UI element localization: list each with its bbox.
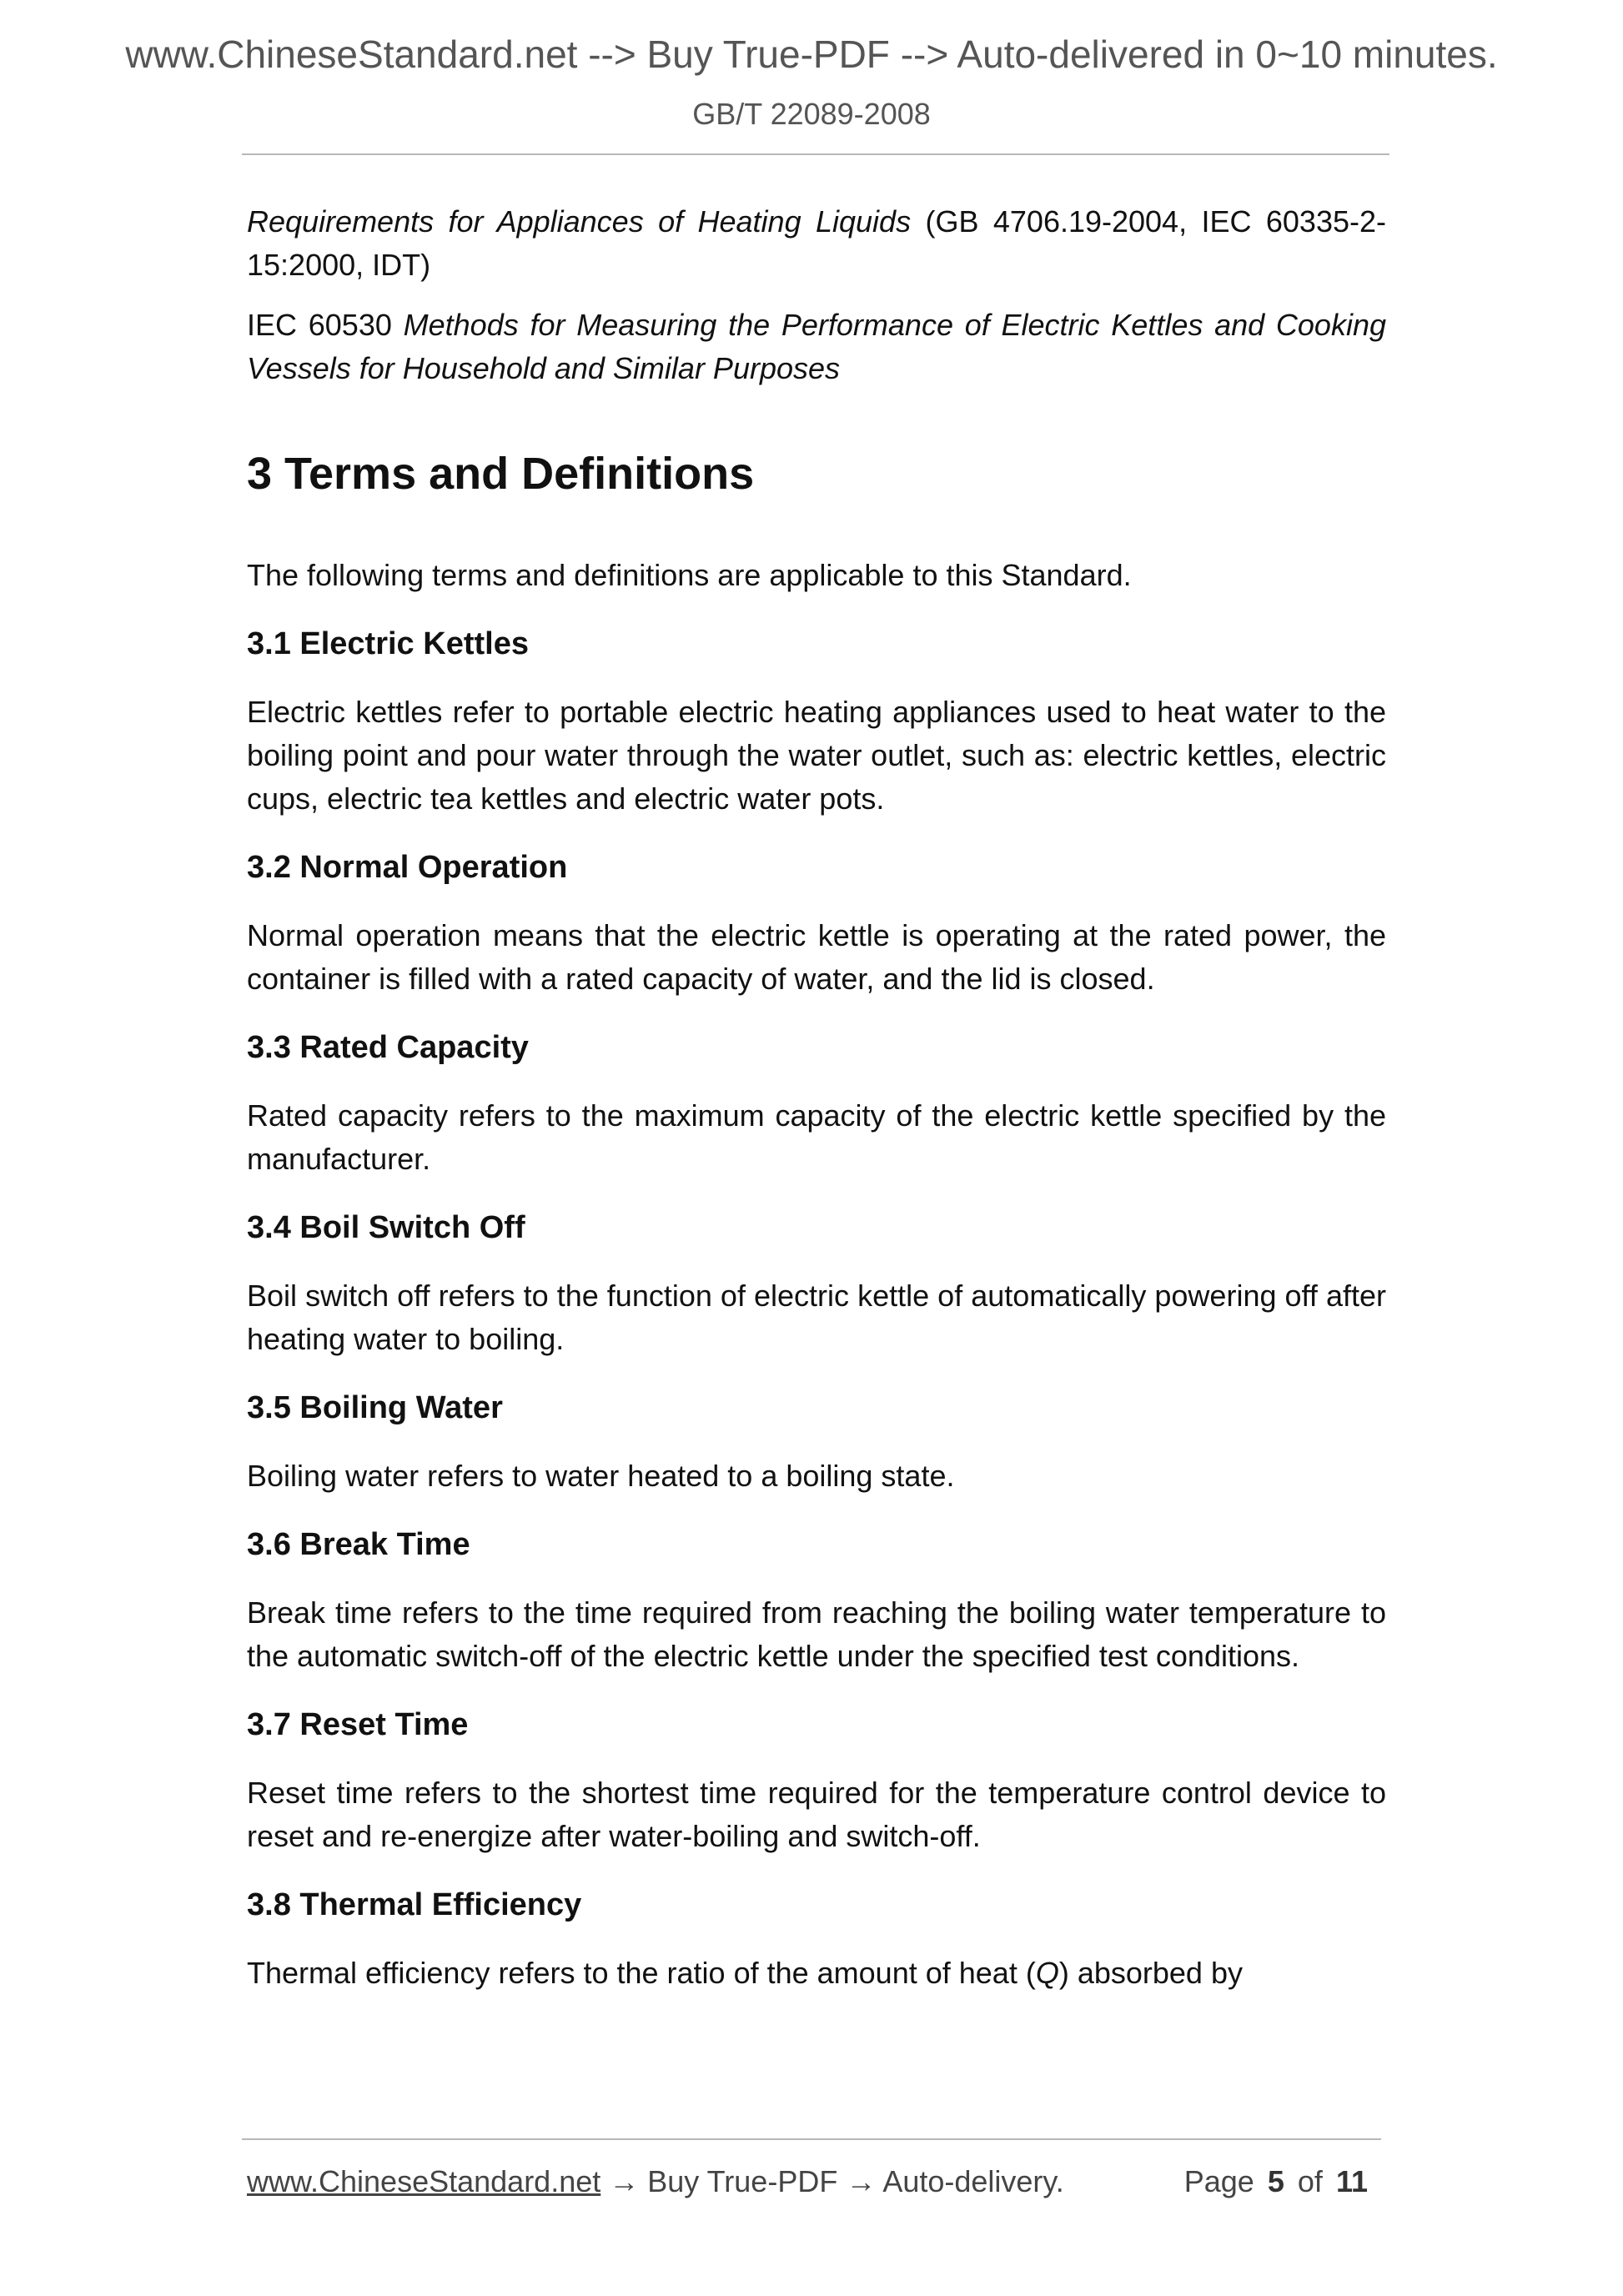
header-divider [242,153,1389,155]
term-definition: Rated capacity refers to the maximum capacity of the electric kettle specified by the manufacturer. [247,1098,1386,1176]
page-of: of [1297,2164,1323,2198]
reference-title: Requirements for Appliances of Heating Liquids [247,204,912,239]
section-intro: The following terms and definitions are applicable to this Standard. [247,558,1132,592]
footer-site-link[interactable]: www.ChineseStandard.net [247,2164,601,2198]
term-definition: Boil switch off refers to the function of electric kettle of automatically powering off after heating water to boiling. [247,1279,1386,1356]
page-indicator [1184,2160,1373,2203]
site-banner: www.ChineseStandard.net --> Buy True-PDF --> Auto-delivered in 0~10 minutes. [125,33,1498,76]
footer-promo-text: → Buy True-PDF → Auto-delivery. [600,2164,1064,2198]
standard-code: GB/T 22089-2008 [692,97,931,131]
term-definition: Normal operation means that the electric kettle is operating at the rated power, the container is filled with a rated capacity of water, and the lid is closed. [247,918,1386,996]
term-definition: Boiling water refers to water heated to a boiling state. [247,1459,955,1493]
page-current: 5 [1267,2164,1284,2198]
term-heading: 3.7 Reset Time [247,1707,469,1742]
term-heading: 3.4 Boil Switch Off [247,1210,525,1245]
footer-divider [242,2138,1381,2140]
section-heading: 3 Terms and Definitions [247,449,755,499]
term-heading: 3.1 Electric Kettles [247,626,529,661]
definition-text: ) absorbed by [1058,1956,1243,1990]
definition-text: Thermal efficiency refers to the ratio of the amount of heat ( [247,1956,1036,1990]
term-definition: Reset time refers to the shortest time required for the temperature control device to reset and re-energize after water-boiling and switch-off. [247,1776,1386,1853]
footer-promo [247,2160,1064,2203]
reference-title: Methods for Measuring the Performance of Electric Kettles and Cooking Vessels for Household and Similar Purposes [247,308,1386,385]
term-definition: Break time refers to the time required from reaching the boiling water temperature to the automatic switch-off of the electric kettle under the specified test conditions. [247,1595,1386,1673]
term-heading: 3.8 Thermal Efficiency [247,1887,582,1922]
page-label: Page [1183,2164,1254,2198]
term-definition [247,1952,1386,1995]
reference-iec60530 [247,304,1386,390]
reference-detail: (GB 4706.19-2004, IEC 60335-2-15:2000, IDT) [247,204,1386,282]
term-definition: Electric kettles refer to portable electric heating appliances used to heat water to the boiling point and pour water through the water outlet, such as: electric kettles, electric cups, electric tea kettles and electric water pots. [247,695,1386,816]
page-total: 11 [1335,2164,1368,2198]
term-heading: 3.6 Break Time [247,1527,470,1562]
term-heading: 3.2 Normal Operation [247,850,568,885]
term-heading: 3.5 Boiling Water [247,1390,503,1425]
term-heading: 3.3 Rated Capacity [247,1030,529,1065]
reference-gb4706 [247,200,1386,287]
page-body [247,200,1386,2020]
reference-code: IEC 60530 [247,308,404,342]
variable-q: Q [1035,1956,1059,1990]
